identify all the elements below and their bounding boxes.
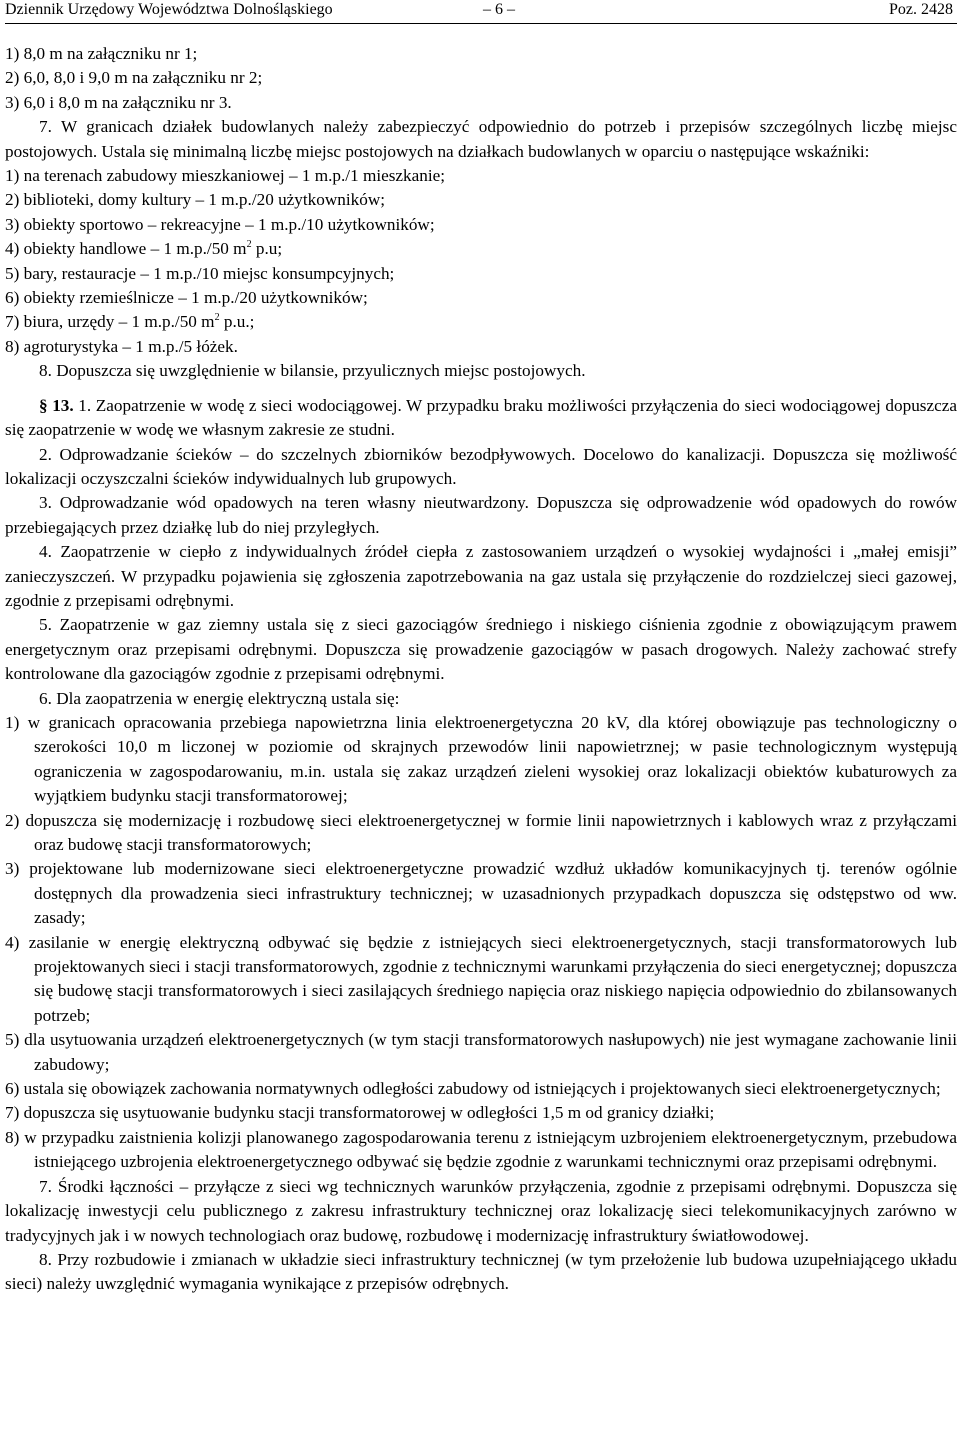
electricity-list — [5, 711, 957, 1175]
list-item: 3) projektowane lub modernizowane sieci elektroenergetyczne prowadzić wzdłuż układów komunikacyjnych tj. terenów ogólnie dostępnych dla prowadzenia sieci infrastruktury technicznej; w uzasadnionych przypadkach dopuszcza się odstępstwo od ww. zasady; — [5, 859, 957, 928]
list-item: 3) obiekty sportowo – rekreacyjne – 1 m.p./10 użytkowników; — [5, 214, 435, 234]
item-text-suffix: p.u.; — [219, 312, 255, 332]
list-item: 3) 6,0 i 8,0 m na załączniku nr 3. — [5, 92, 232, 112]
list-item: 1) w granicach opracowania przebiega napowietrzna linia elektroenergetyczna 20 kV, dla której obowiązuje pas technologiczny o szerokości 10,0 m liczonej w poziomie od skrajnych przewodów linii napowietrznej; w pasie technologicznym występują ograniczenia w zagospodarowaniu, m.in. ustala się zakaz urządzeń zieleni wysokiej oraz lokalizacji obiektów kubaturowych za wyjątkiem budynku stacji transformatorowej; — [5, 712, 957, 806]
list-item: 8) agroturystyka – 1 m.p./5 łóżek. — [5, 336, 238, 356]
section-13-paragraph-7: 7. Środki łączności – przyłącze z sieci wg technicznych warunków przyłączenia, zgodnie z przepisami odrębnymi. Dopuszcza się lokalizację inwestycji celu publicznego z zakresu infrastruktury technicznej oraz lokalizację sieci telekomunikacyjnych zarówno w tradycyjnych jak i w nowych technologiach oraz budowę, rozbudowę i modernizację infrastruktury światłowodowej. — [5, 1176, 957, 1245]
paragraph-text: 1. Zaopatrzenie w wodę z sieci wodociągowej. W przypadku braku możliwości przyłączenia do sieci wodociągowej dopuszcza się zaopatrzenie w wodę we własnym zakresie ze studni. — [5, 395, 958, 440]
section-13-paragraph-5: 5. Zaopatrzenie w gaz ziemny ustala się z sieci gazociągów średniego i niskiego ciśnienia zgodnie z obowiązującym prawem energetycznym oraz przepisami odrębnymi. Dopuszcza się prowadzenie gazociągów w pasach drogowych. Należy zachować strefy kontrolowane dla gazociągów zgodnie z przepisami odrębnymi. — [5, 615, 957, 684]
section-13-paragraph-8: 8. Przy rozbudowie i zmianach w układzie sieci infrastruktury technicznej (w tym przełożenie lub budowa uzupełniającego układu sieci) należy uwzględnić wymagania wynikające z przepisów odrębnych. — [5, 1249, 957, 1294]
parking-ratio-list — [5, 164, 957, 359]
section-gap — [5, 384, 957, 394]
section-13-paragraph-6: 6. Dla zaopatrzenia w energię elektryczną ustala się: — [39, 688, 400, 708]
list-item: 8) w przypadku zaistnienia kolizji planowanego zagospodarowania terenu z istniejącym uzbrojeniem elektroenergetycznym, przebudowa istniejącego uzbrojenia elektroenergetycznego odbywać się będzie zgodnie z warunkami technicznymi oraz przepisami odrębnymi. — [5, 1127, 957, 1172]
paragraph-7-intro: 7. W granicach działek budowlanych należy zabezpieczyć odpowiednio do potrzeb i przepisów szczególnych liczbę miejsc postojowych. Ustala się minimalną liczbę miejsc postojowych na działkach budowlanych w oparciu o następujące wskaźniki: — [5, 117, 957, 161]
section-13-paragraph-4: 4. Zaopatrzenie w ciepło z indywidualnych źródeł ciepła z zastosowaniem urządzeń o wysokiej wydajności i „małej emisji” zanieczyszczeń. W przypadku pojawienia się zgłoszenia zapotrzebowania na gaz ustala się przyłączenie do rozdzielczej sieci gazowej, zgodnie z przepisami odrębnymi. — [5, 542, 957, 610]
item-text-suffix: p.u; — [251, 239, 283, 259]
list-item: 2) biblioteki, domy kultury – 1 m.p./20 użytkowników; — [5, 190, 386, 210]
section-number: § 13. — [39, 395, 74, 415]
position-number: Poz. 2428 — [889, 1, 953, 18]
journal-title: Dziennik Urzędowy Województwa Dolnośląskiego — [5, 1, 333, 18]
superscript: 2 — [246, 239, 252, 251]
list-item: 6) ustala się obowiązek zachowania normatywnych odległości zabudowy od istniejących i projektowanych sieci elektroenergetycznych; — [5, 1079, 941, 1099]
top-list — [5, 42, 957, 115]
item-text: 7) biura, urzędy – 1 m.p./50 m — [5, 312, 215, 332]
document-body — [5, 42, 957, 1297]
item-text: 4) obiekty handlowe – 1 m.p./50 m — [5, 239, 247, 259]
paragraph-8: 8. Dopuszcza się uwzględnienie w bilansie, przyulicznych miejsc postojowych. — [39, 361, 586, 381]
page-header — [5, 0, 957, 20]
section-13-paragraph-2: 2. Odprowadzanie ścieków – do szczelnych zbiorników bezodpływowych. Docelowo do kanalizacji. Dopuszcza się możliwość lokalizacji oczyszczalni ścieków indywidualnych lub grupowych. — [5, 444, 957, 488]
list-item: 7) dopuszcza się usytuowanie budynku stacji transformatorowej w odległości 1,5 m od granicy działki; — [5, 1103, 715, 1123]
list-item: 1) 8,0 m na załączniku nr 1; — [5, 44, 198, 63]
list-item: 4) zasilanie w energię elektryczną odbywać się będzie z istniejących sieci elektroenergetycznych, stacji transformatorowych lub projektowanych sieci i stacji transformatorowych, zgodnie z technicznymi warunkami przyłączenia do sieci energetycznej; dopuszcza się budowę stacji transformatorowych i sieci zasilających średniego napięcia oraz niskiego napięcia odpowiednio do zbilansowanych potrzeb; — [5, 932, 957, 1025]
list-item — [5, 237, 957, 261]
section-13-paragraph-3: 3. Odprowadzanie wód opadowych na teren własny nieutwardzony. Dopuszcza się odprowadzenie wód opadowych do rowów przebiegających przez działkę lub do niej przyległych. — [5, 493, 957, 537]
header-rule — [5, 23, 957, 24]
list-item: 6) obiekty rzemieślnicze – 1 m.p./20 użytkowników; — [5, 288, 368, 308]
page-number: – 6 – — [483, 1, 515, 18]
list-item: 5) bary, restauracje – 1 m.p./10 miejsc konsumpcyjnych; — [5, 263, 395, 283]
section-13-paragraph-1 — [5, 394, 957, 443]
list-item: 2) 6,0, 8,0 i 9,0 m na załączniku nr 2; — [5, 68, 263, 88]
superscript: 2 — [214, 312, 220, 324]
list-item: 5) dla usytuowania urządzeń elektroenergetycznych (w tym stacji transformatorowych nasłupowych) nie jest wymagane zachowanie linii zabudowy; — [5, 1030, 957, 1074]
list-item: 2) dopuszcza się modernizację i rozbudowę sieci elektroenergetycznej w formie linii napowietrznych i kablowych wraz z przyłączami oraz budowę stacji transformatorowych; — [5, 810, 957, 854]
list-item: 1) na terenach zabudowy mieszkaniowej – 1 m.p./1 mieszkanie; — [5, 166, 446, 186]
list-item — [5, 310, 957, 334]
